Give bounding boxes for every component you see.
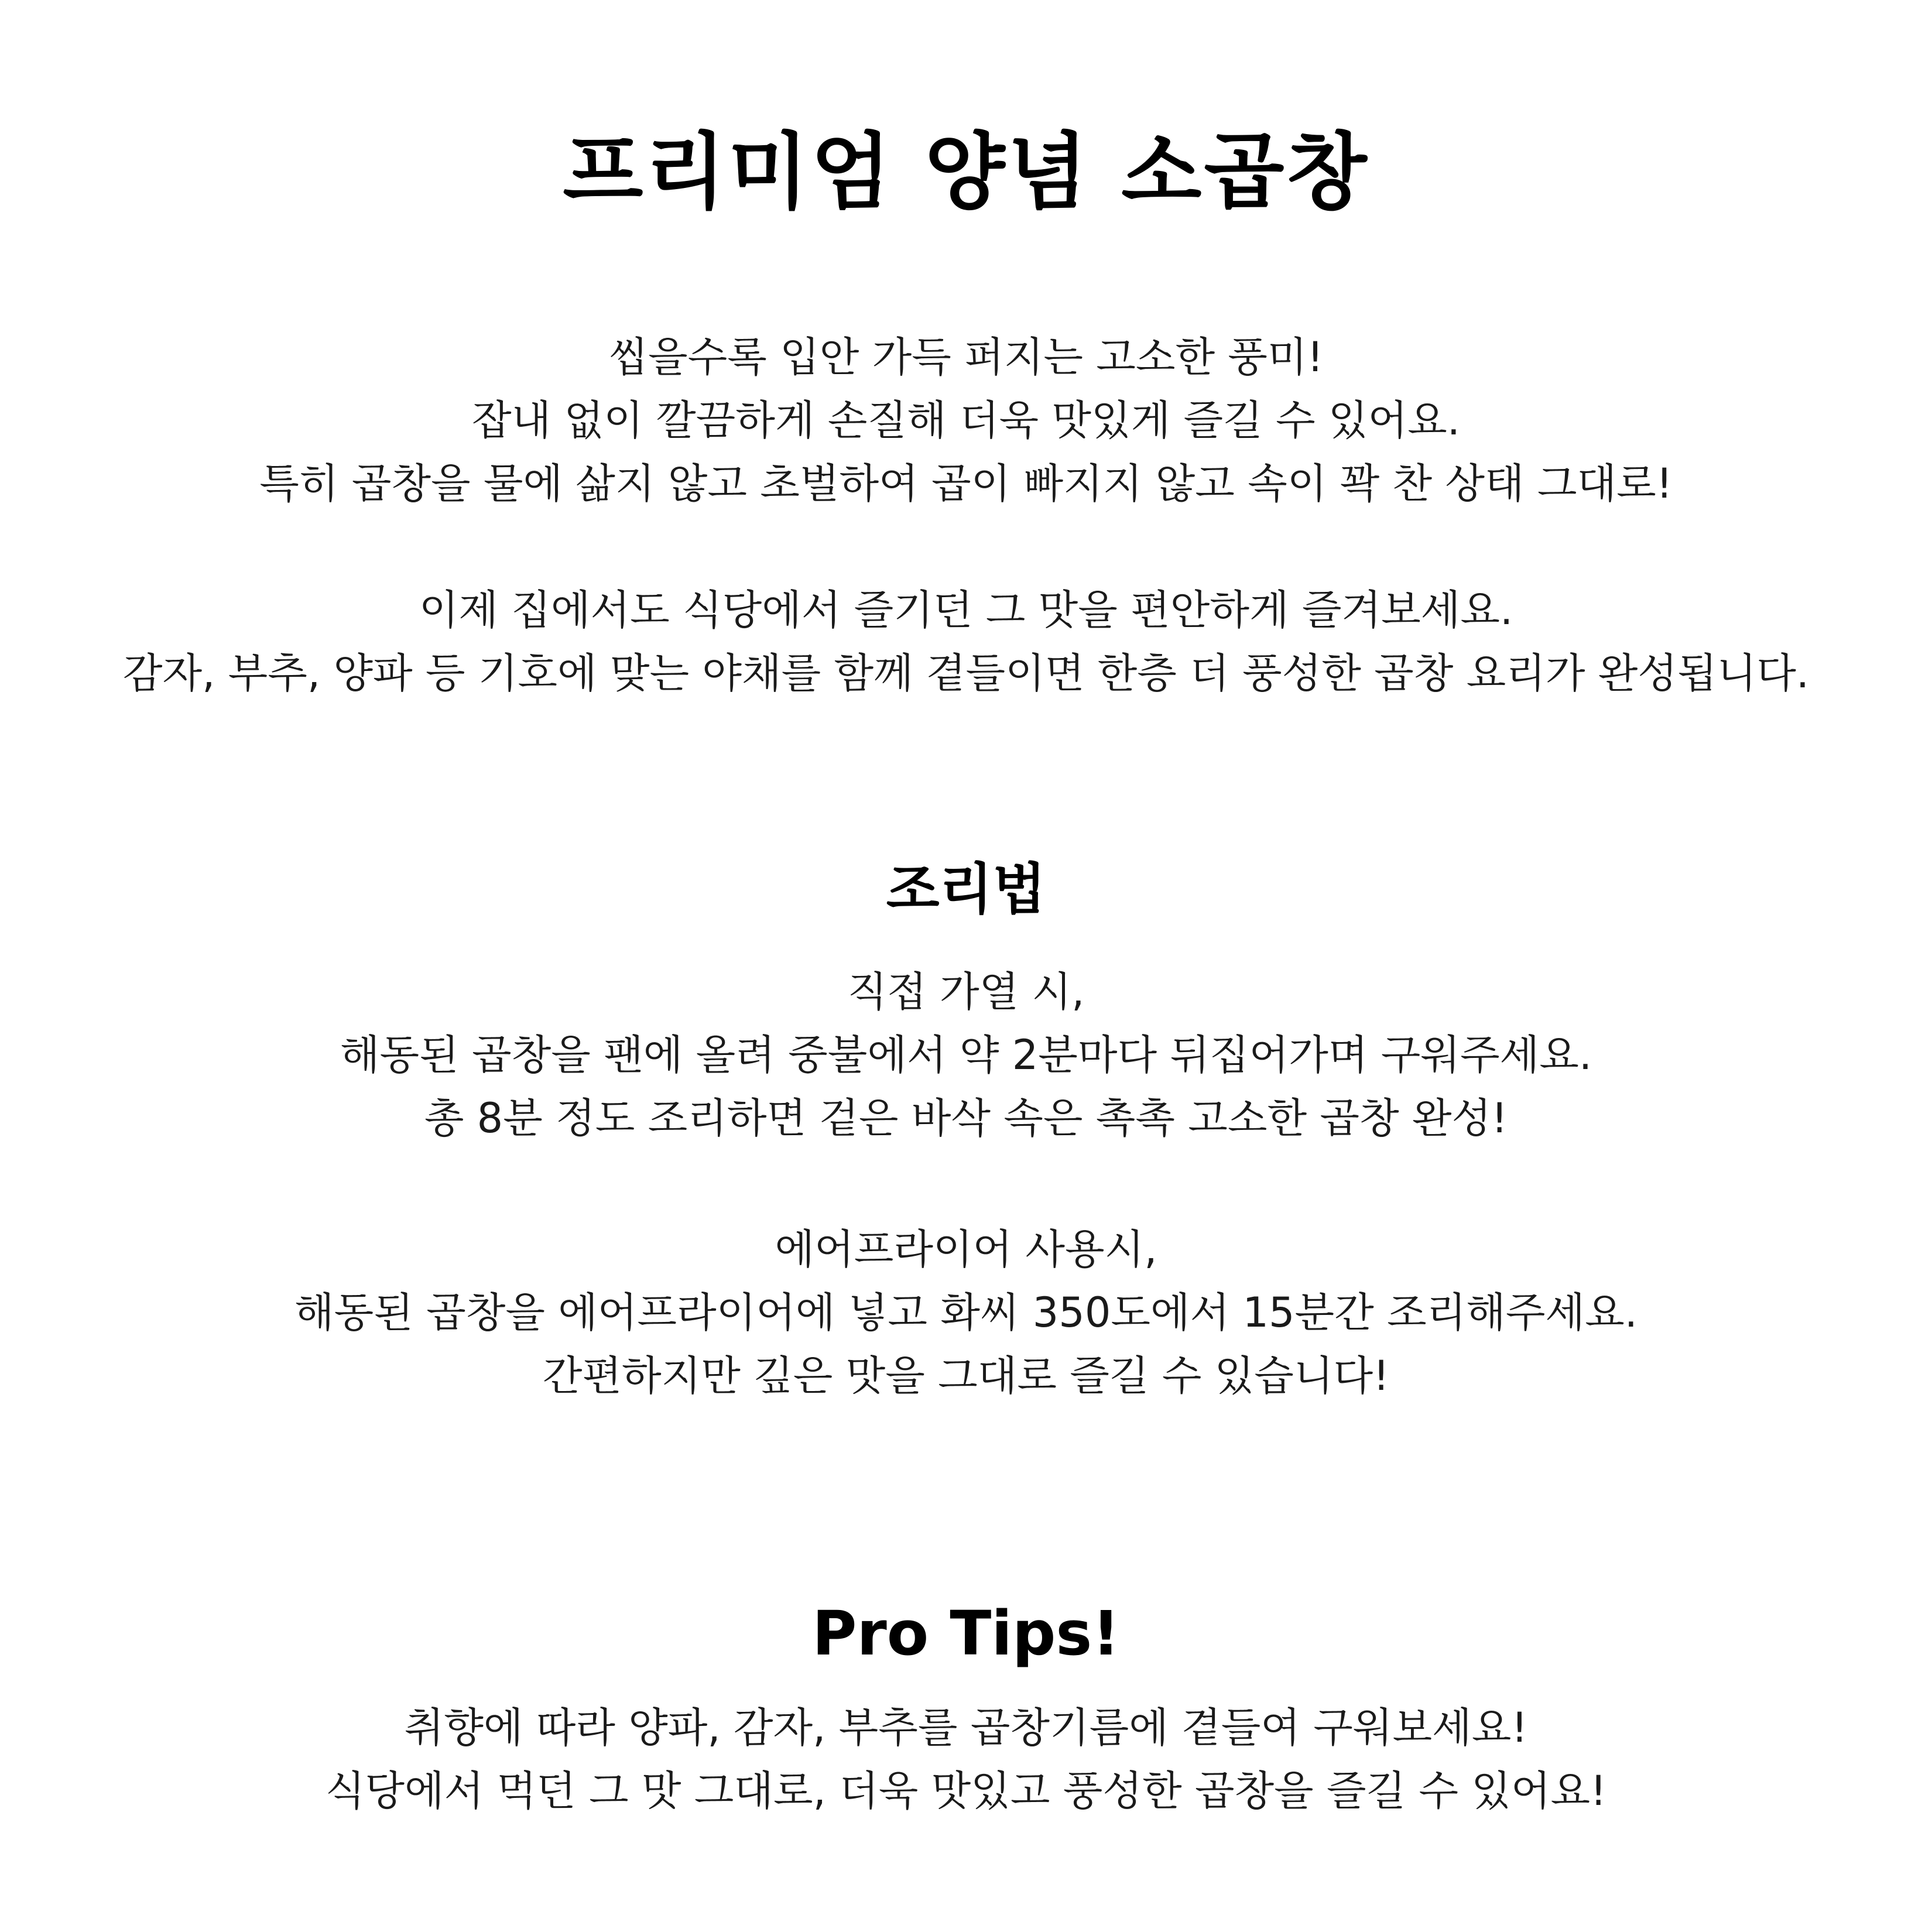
tips-line: 식당에서 먹던 그 맛 그대로, 더욱 맛있고 풍성한 곱창을 즐길 수 있어요!: [325, 1767, 1607, 1815]
recipe-line: 해동된 곱창을 팬에 올려 중불에서 약 2분마다 뒤집어가며 구워주세요.: [340, 1031, 1592, 1079]
recipe-line: 총 8분 정도 조리하면 겉은 바삭 속은 촉촉 고소한 곱창 완성!: [424, 1094, 1508, 1142]
recipe-line: 에어프라이어 사용시,: [775, 1225, 1157, 1273]
tips-line: 취향에 따라 양파, 감자, 부추를 곱창기름에 곁들여 구워보세요!: [404, 1704, 1528, 1752]
recipe-airfryer-instructions: [35, 1218, 1897, 1407]
intro-line: 이제 집에서도 식당에서 즐기던 그 맛을 편안하게 즐겨보세요.: [419, 586, 1513, 634]
pro-tips-heading: Pro Tips!: [812, 1598, 1120, 1669]
intro-paragraph-1: [35, 326, 1897, 515]
recipe-line: 간편하지만 깊은 맛을 그대로 즐길 수 있습니다!: [542, 1352, 1390, 1400]
intro-paragraph-2: [35, 578, 1897, 705]
intro-line: 잡내 없이 깔끔하게 손질해 더욱 맛있게 즐길 수 있어요.: [472, 396, 1460, 444]
intro-line: 감자, 부추, 양파 등 기호에 맞는 야채를 함께 곁들이면 한층 더 풍성한 곱창 요리가 완성됩니다.: [122, 649, 1810, 697]
intro-line: 특히 곱창을 물에 삶지 않고 초벌하여 곱이 빠지지 않고 속이 꽉 찬 상태 그대로!: [259, 460, 1673, 508]
pro-tips-text: [35, 1696, 1897, 1823]
recipe-heading: 조리법: [886, 858, 1046, 922]
recipe-line: 해동된 곱창을 에어프라이어에 넣고 화씨 350도에서 15분간 조리해주세요.: [294, 1289, 1638, 1337]
page-title: 프리미엄 양념 소곱창: [563, 124, 1369, 221]
recipe-line: 직접 가열 시,: [847, 968, 1085, 1016]
recipe-pan-instructions: [35, 960, 1897, 1150]
intro-line: 씹을수록 입안 가득 퍼지는 고소한 풍미!: [608, 333, 1324, 381]
